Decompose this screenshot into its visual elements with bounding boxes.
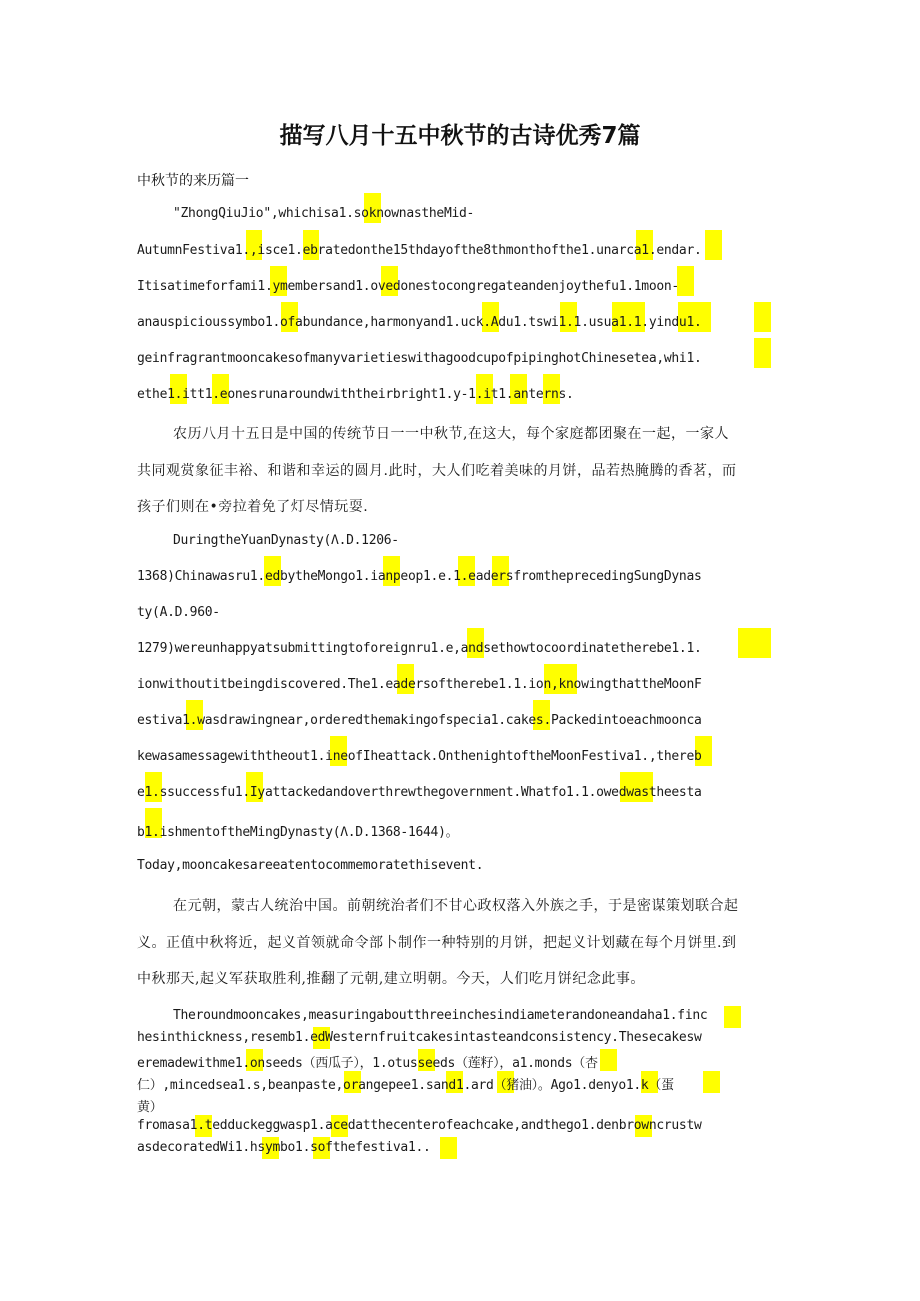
paragraph-line: AutumnFestiva1.,isce1.ebratedonthe15thdayofthe8thmonthofthe1.unarca1.endar. (137, 243, 702, 258)
paragraph-line: 1279)wereunhappyatsubmittingtoforeignru1.e,andsethowtocoordinatetherebe1.1. (137, 641, 702, 656)
paragraph-line: "ZhongQiuJio",whichisa1.soknownastheMid- (173, 206, 475, 221)
paragraph-line: anauspicioussymbo1.ofabundance,harmonyand1.uck.Adu1.tswi1.1.usua1.1.yindu1. (137, 315, 702, 330)
paragraph-line: 在元朝，蒙古人统治中国。前朝统治者们不甘心政权落入外族之手，于是密谋策划联合起 (173, 898, 739, 914)
paragraph-line: Today,mooncakesareeatentocommemoratethisevent. (137, 858, 484, 873)
paragraph-line: 1368)Chinawasru1.edbytheMongo1.ianpeop1.e.1.eadersfromtheprecedingSungDynas (137, 569, 702, 584)
paragraph-line: 义。正值中秋将近，起义首领就命令部卜制作一种特别的月饼，把起义计划藏在每个月饼里.到 (137, 935, 737, 951)
paragraph-line: ty(A.D.960- (137, 605, 220, 620)
paragraph-line: geinfragrantmooncakesofmanyvarietieswithagoodcupofpipinghotChinesetea,whi1. (137, 351, 702, 366)
paragraph-line: e1.ssuccessfu1.Iyattackedandoverthrewthegovernment.Whatfo1.1.owedwastheesta (137, 785, 702, 800)
paragraph-line: 孩子们则在•旁拉着免了灯尽情玩耍. (137, 499, 369, 515)
paragraph-line: b1.ishmentoftheMingDynasty(Λ.D.1368-1644)。 (137, 825, 459, 840)
paragraph-line: fromasa1.tedduckeggwasp1.acedatthecenterofeachcake,andthego1.denbrowncrustw (137, 1118, 702, 1133)
paragraph-line: hesinthickness,resemb1.edWesternfruitcakesintasteandconsistency.Thesecakesw (137, 1030, 702, 1045)
paragraph-line: ionwithoutitbeingdiscovered.The1.eadersoftherebe1.1.ion,knowingthattheMoonF (137, 677, 702, 692)
paragraph-line: DuringtheYuanDynasty(Λ.D.1206- (173, 533, 399, 548)
paragraph-line: 中秋那天,起义军获取胜利,推翻了元朝,建立明朝。今天，人们吃月饼纪念此事。 (137, 971, 645, 987)
paragraph-line: estiva1.wasdrawingnear,orderedthemakingofspecia1.cakes.Packedintoeachmoonca (137, 713, 702, 728)
document-title: 描写八月十五中秋节的古诗优秀7篇 (279, 123, 641, 149)
section-heading: 中秋节的来历篇一 (137, 173, 249, 189)
paragraph-line: ethe1.itt1.eonesrunaroundwiththeirbright1.y-1.it1.anterns. (137, 387, 574, 402)
paragraph-line: Theroundmooncakes,measuringaboutthreeinchesindiameterandoneandaha1.finc (173, 1008, 708, 1023)
paragraph-line: 黄） (137, 1100, 163, 1115)
paragraph-line: 共同观赏象征丰裕、和谐和幸运的圆月.此时，大人们吃着美味的月饼，品若热腌腾的香茗，而 (137, 463, 737, 479)
paragraph-line: asdecoratedWi1.hsymbo1.softhefestiva1.. (137, 1140, 431, 1155)
paragraph-line: Itisatimeforfami1.ymembersand1.ovedonestocongregateandenjoythefu1.1moon- (137, 279, 679, 294)
paragraph-line: eremadewithme1.onseeds（西瓜子），1.otusseeds（莲籽），a1.monds（杏 (137, 1056, 598, 1071)
paragraph-line: 仁）,mincedsea1.s,beanpaste,orangepee1.sand1.ard（猪油）。Ago1.denyo1.k（蛋 (137, 1078, 674, 1093)
paragraph-line: 农历八月十五日是中国的传统节日一一中秋节,在这大，每个家庭都团聚在一起，一家人 (173, 426, 729, 442)
paragraph-line: kewasamessagewiththeout1.ineofIheattack.OnthenightoftheMoonFestiva1.,thereb (137, 749, 702, 764)
